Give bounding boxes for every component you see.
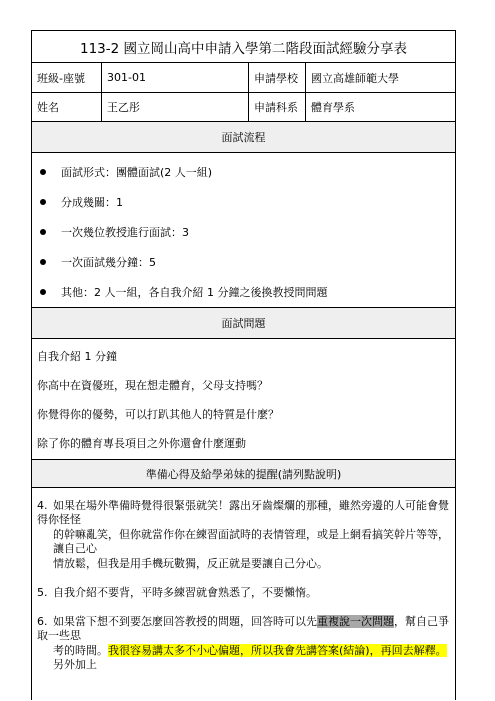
highlight-yellow: 我很容易講太多不小心偏題，所以我會先講答案(結論)，再回去解釋。 <box>108 644 447 657</box>
bullet-icon <box>40 169 46 175</box>
tip-item-6-line2: 考的時間。我很容易講太多不小心偏題，所以我會先講答案(結論)，再回去解釋。另外加上 <box>53 644 447 671</box>
bullet-icon <box>40 199 46 205</box>
tip-item-4-line2: 的幹嘛亂笑，但你就當作你在練習面試時的表情管理，或是上網看搞笑幹片等等，讓自己心 <box>53 528 449 555</box>
experience-form <box>31 30 456 700</box>
bullet-icon <box>40 259 46 265</box>
highlight-gray: 重複說一次問題 <box>317 615 394 628</box>
process-item: 一次面試幾分鐘：5 <box>40 254 156 270</box>
info-row-name <box>32 93 455 122</box>
info-row-class <box>32 63 455 93</box>
process-item: 一次幾位教授進行面試：3 <box>40 224 189 240</box>
tip-item-5: 5. 自我介紹不要背，平時多練習就會熟悉了，不要懶惰。 <box>37 586 317 599</box>
name-label: 姓名 <box>32 93 102 121</box>
questions-list <box>32 339 455 460</box>
process-item: 分成幾關：1 <box>40 194 123 210</box>
tip-item-4-line3: 情放鬆，但我是用手機玩數獨，反正就是要讓自己分心。 <box>53 557 328 570</box>
question-item: 自我介紹 1 分鐘 <box>37 350 117 363</box>
bullet-icon <box>40 289 46 295</box>
tip-item-6-line1: 6. 如果當下想不到要怎麼回答教授的問題，回答時可以先重複說一次問題，幫自己爭取一些思 <box>37 615 449 642</box>
dept-label: 申請科系 <box>249 93 306 121</box>
class-label: 班級-座號 <box>32 63 102 92</box>
form-title: 113-2 國立岡山高中申請入學第二階段面試經驗分享表 <box>32 31 455 63</box>
tips-list <box>32 488 455 701</box>
question-item: 除了你的體育專長項目之外你還會什麼運動 <box>37 437 246 450</box>
school-value: 國立高雄師範大學 <box>311 71 399 85</box>
dept-value: 體育學系 <box>311 101 355 114</box>
process-item: 其他：2 人一組，各自我介紹 1 分鐘之後換教授問問題 <box>40 284 328 300</box>
class-value: 301-01 <box>102 63 249 92</box>
question-item: 你覺得你的優勢，可以打趴其他人的特質是什麼？ <box>37 408 279 421</box>
process-item: 面試形式：團體面試(2 人一組) <box>40 164 212 180</box>
process-list <box>32 153 455 308</box>
process-header: 面試流程 <box>32 122 455 153</box>
name-value: 王乙彤 <box>102 93 249 121</box>
school-label: 申請學校 <box>249 63 306 92</box>
tips-header: 準備心得及給學弟妹的提醒(請列點說明) <box>32 460 455 488</box>
bullet-icon <box>40 229 46 235</box>
tip-item-4-line1: 4. 如果在場外準備時覺得很緊張就笑！露出牙齒燦爛的那種，雖然旁邊的人可能會覺得你怪怪 <box>37 499 449 526</box>
questions-header: 面試問題 <box>32 308 455 339</box>
question-item: 你高中在資優班，現在想走體育，父母支持嗎？ <box>37 379 268 392</box>
